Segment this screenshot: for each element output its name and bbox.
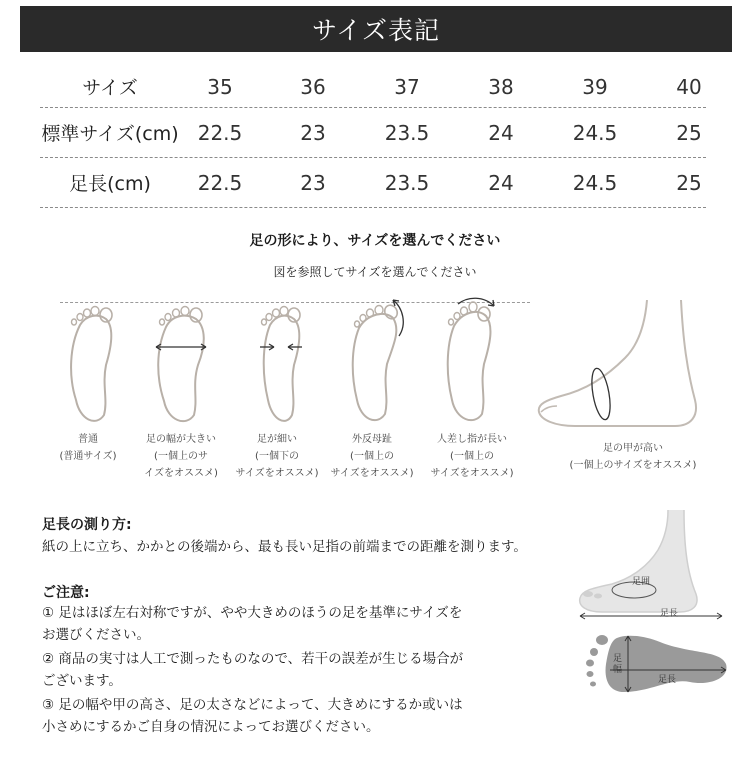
- note-line: ① 足はほぼ左右対称ですが、やや大きめのほうの足を基準にサイズを: [42, 605, 463, 621]
- foot-caption: 人差し指が長い (一個上の サイズをオススメ): [430, 434, 514, 479]
- foot-high-instep-icon: [535, 300, 705, 435]
- foot-side-measure-icon: [572, 510, 732, 625]
- table-cell: 23.5: [384, 120, 430, 145]
- table-cell: 23.5: [384, 170, 430, 195]
- page-title: サイズ表記: [311, 16, 440, 45]
- row-label: 足長(cm): [69, 173, 151, 195]
- diagram-label-girth: 足囲: [632, 577, 651, 587]
- foot-caption: 足が細い (一個下の サイズをオススメ): [235, 434, 319, 479]
- table-row: [40, 158, 706, 208]
- note-line: ございます。: [42, 673, 122, 689]
- foot-narrow-icon: [252, 305, 310, 430]
- table-cell: 40: [676, 74, 702, 99]
- table-cell: 23: [300, 170, 326, 195]
- note-line: お選びください。: [42, 627, 150, 643]
- table-cell: 25: [676, 170, 702, 195]
- foot-caption: 足の幅が大きい (一個上のサ イズをオススメ): [144, 434, 218, 479]
- foot-long-toe-icon: [440, 294, 506, 430]
- table-cell: 24: [488, 170, 514, 195]
- note-line: ③ 足の幅や甲の高さ、足の太さなどによって、大きめにするか或いは: [42, 697, 463, 713]
- table-cell: 24.5: [572, 120, 618, 145]
- note-line: 小さめにするかご自身の情況によってお選びください。: [42, 719, 380, 735]
- notes-title: ご注意:: [42, 585, 90, 601]
- foot-bunion-icon: [345, 296, 411, 430]
- header-bar: [20, 6, 732, 52]
- table-row: [40, 108, 706, 158]
- diagram-label-length-bottom: 足長: [658, 675, 677, 685]
- row-label: サイズ: [82, 77, 138, 99]
- diagram-label-width: 足幅: [613, 654, 623, 675]
- table-cell: 23: [300, 120, 326, 145]
- measure-description: 紙の上に立ち、かかとの後端から、最も長い足指の前端までの距離を測ります。: [42, 539, 527, 555]
- table-cell: 24.5: [572, 170, 618, 195]
- row-label: 標準サイズ(cm): [41, 123, 179, 145]
- guide-subtitle: 図を参照してサイズを選んでください: [273, 265, 477, 279]
- measure-title: 足長の測り方:: [42, 517, 132, 533]
- foot-caption: 外反母趾 (一個上の サイズをオススメ): [330, 434, 414, 479]
- guide-title: 足の形により、サイズを選んでください: [249, 233, 501, 249]
- table-cell: 24: [488, 120, 514, 145]
- foot-bottom-measure-icon: [580, 630, 730, 700]
- foot-wide-icon: [150, 305, 212, 430]
- size-table: [40, 66, 706, 208]
- note-line: ② 商品の実寸は人工で測ったものなので、若干の誤差が生じる場合が: [42, 651, 464, 667]
- foot-normal-icon: [62, 305, 122, 430]
- table-cell: 22.5: [197, 120, 243, 145]
- table-cell: 22.5: [197, 170, 243, 195]
- table-cell: 25: [676, 120, 702, 145]
- table-row: [40, 66, 706, 108]
- table-cell: 37: [394, 74, 420, 99]
- table-cell: 35: [207, 74, 233, 99]
- table-cell: 36: [300, 74, 326, 99]
- diagram-label-length: 足長: [660, 609, 679, 619]
- table-cell: 38: [488, 74, 514, 99]
- foot-caption: 普通 (普通サイズ): [59, 434, 117, 462]
- table-cell: 39: [582, 74, 608, 99]
- foot-caption: 足の甲が高い (一個上のサイズをオススメ): [569, 443, 697, 471]
